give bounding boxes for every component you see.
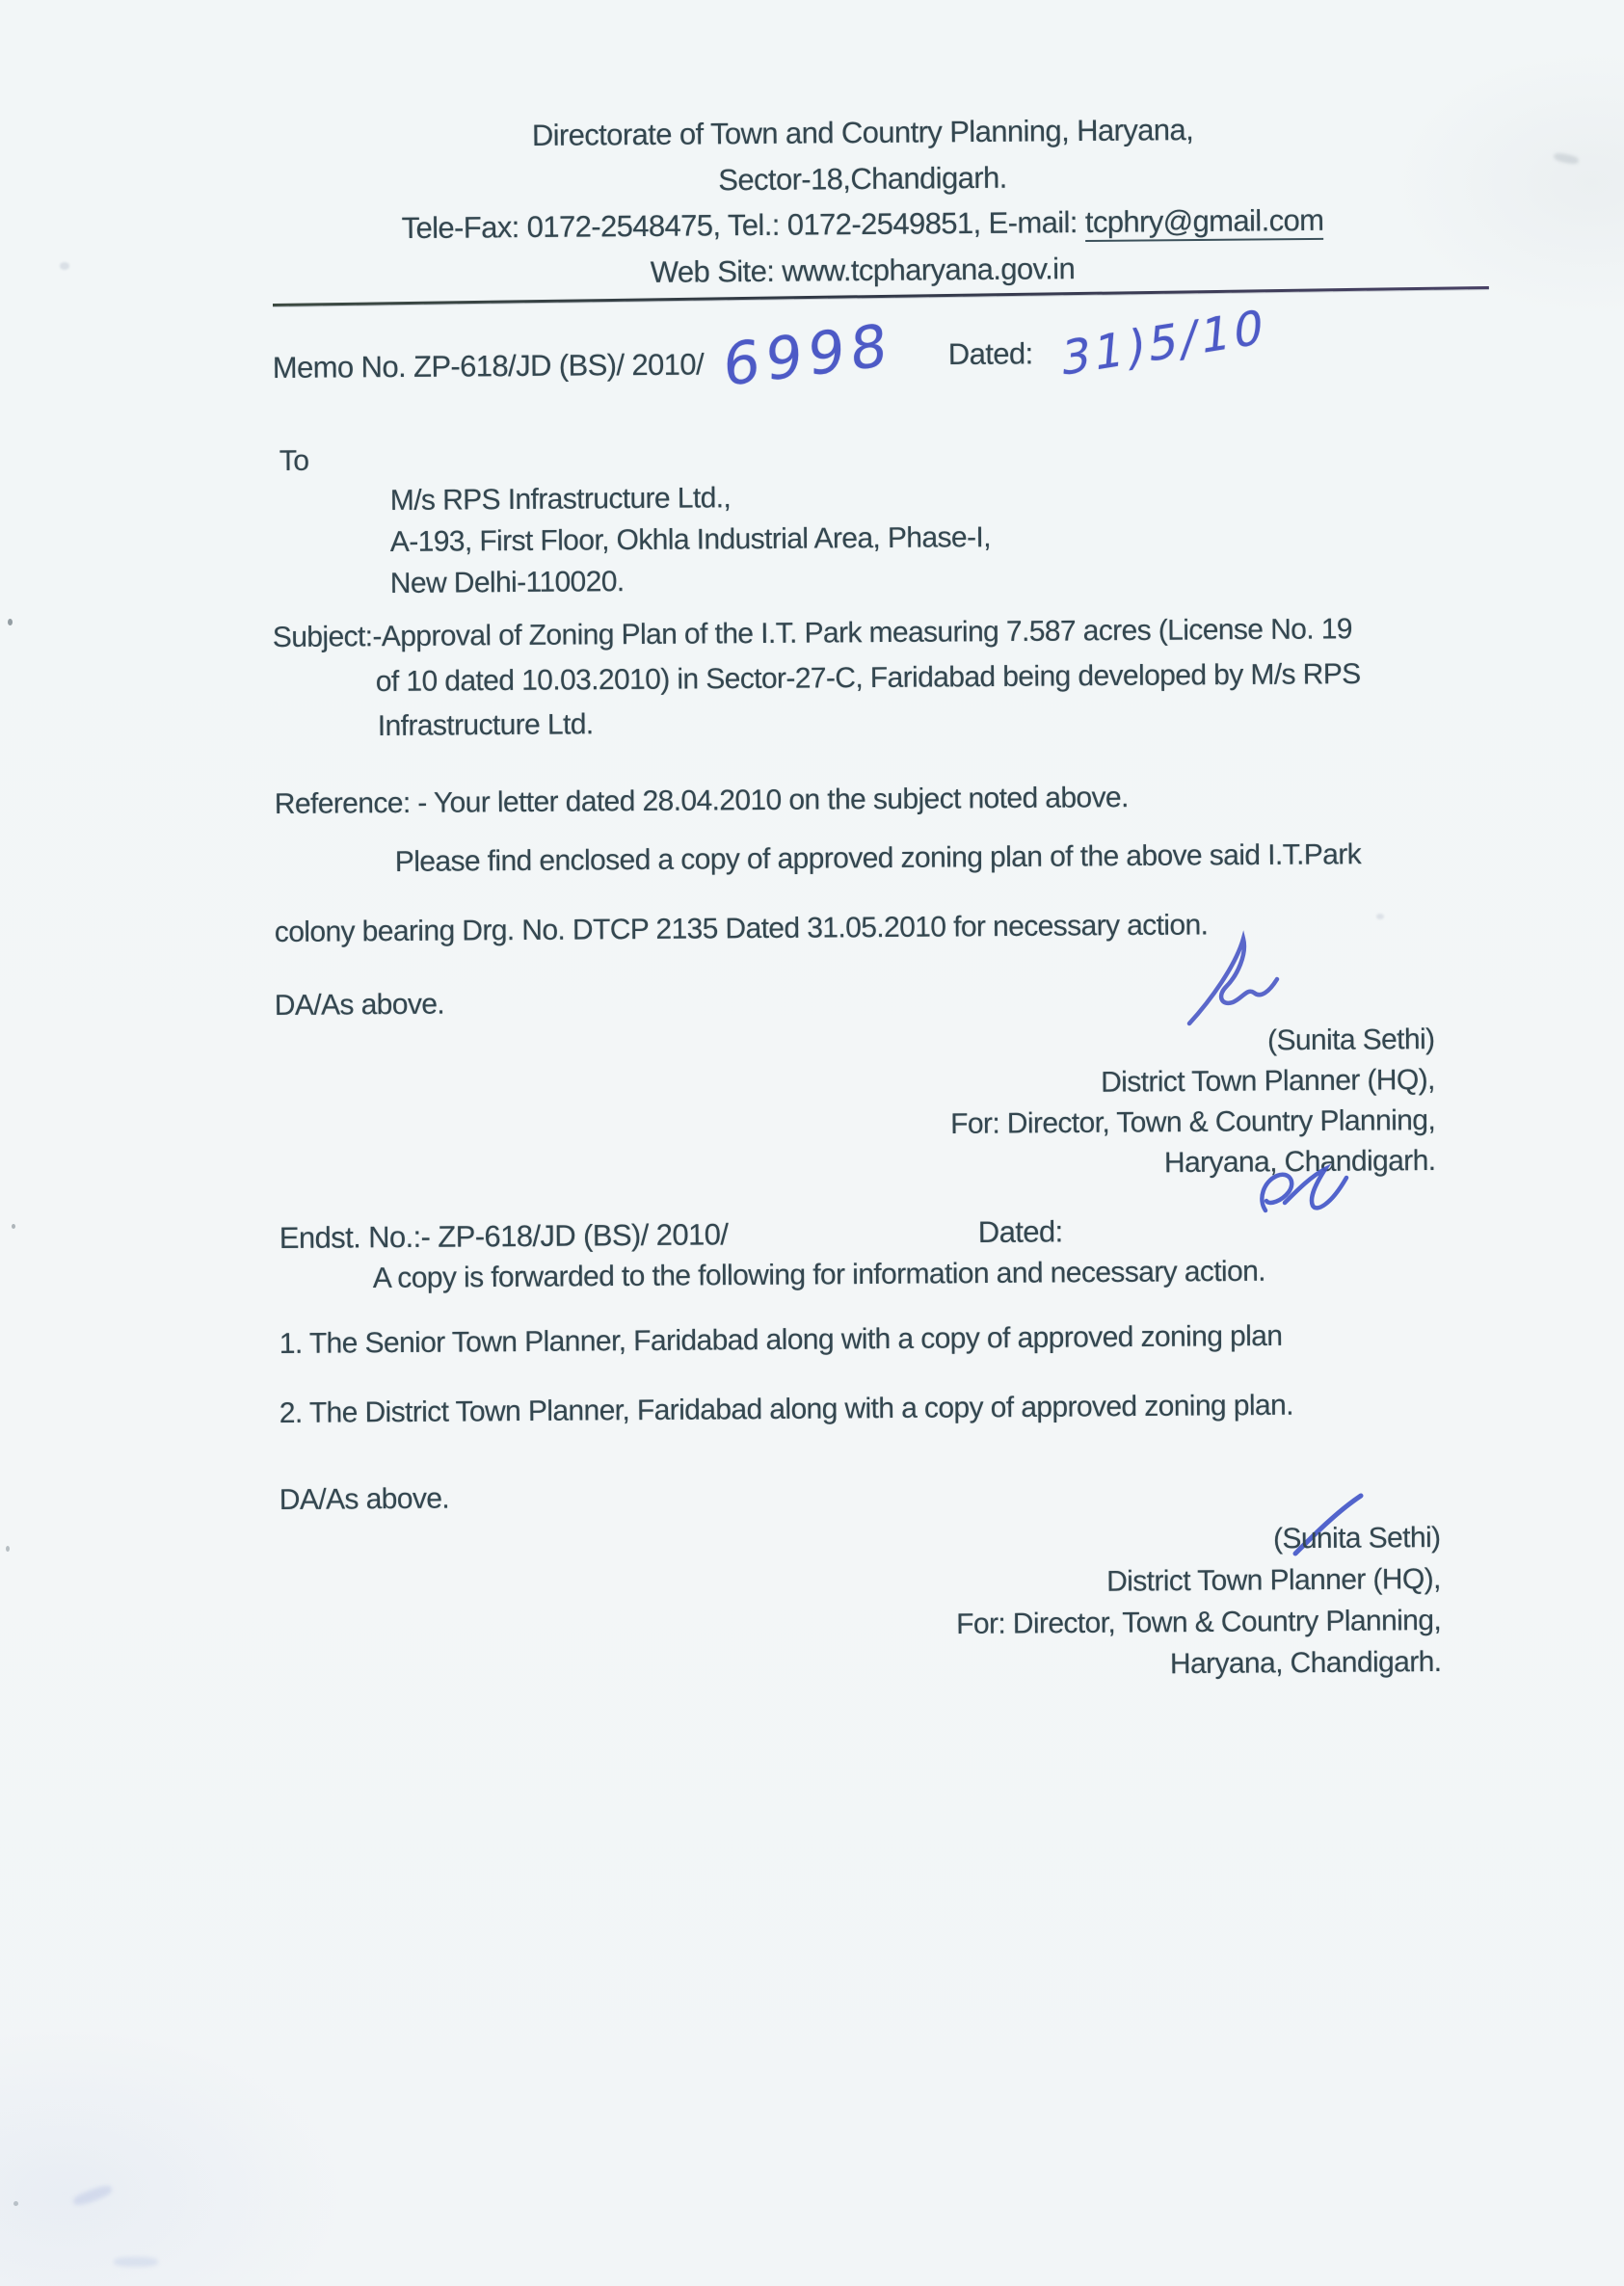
scan-speck [13, 2201, 18, 2206]
subject-line-1: Subject:-Approval of Zoning Plan of the I.T. Park measuring 7.587 acres (License No. 19 [272, 613, 1353, 654]
initials-scribble-icon [1256, 1160, 1352, 1224]
recipient-line-1: M/s RPS Infrastructure Ltd., [389, 482, 732, 518]
signatory-for-line: For: Director, Town & Country Planning, [956, 1604, 1442, 1640]
signature-block-2 [955, 1517, 1441, 1687]
distribution-item-2: 2. The District Town Planner, Faridabad along with a copy of approved zoning plan. [279, 1389, 1293, 1429]
scan-smudge [1553, 151, 1579, 165]
org-address-line: Sector-18,Chandigarh. [718, 160, 1007, 198]
subject-line-2: of 10 dated 10.03.2010) in Sector-27-C, Faridabad being developed by M/s RPS [375, 657, 1361, 699]
endorsement-number-label: Endst. No.:- ZP-618/JD (BS)/ 2010/ [279, 1217, 729, 1255]
contact-line [251, 201, 1475, 247]
contact-prefix: Tele-Fax: 0172-2548475, Tel.: 0172-2549851, E-mail: [401, 204, 1085, 246]
signature-scribble-icon [1178, 931, 1291, 1027]
scan-speck [1376, 914, 1384, 919]
signature-block-1 [949, 1020, 1435, 1185]
memo-number-label: Memo No. ZP-618/JD (BS)/ 2010/ [272, 347, 705, 385]
scan-speck [12, 1224, 15, 1229]
distribution-item-1: 1. The Senior Town Planner, Faridabad along with a copy of approved zoning plan [279, 1319, 1283, 1360]
signatory-for-line: For: Director, Town & Country Planning, [950, 1103, 1436, 1140]
scan-speck [6, 1546, 10, 1552]
recipient-line-3: New Delhi-110020. [389, 566, 625, 600]
email-text: tcphry@gmail.com [1085, 203, 1324, 242]
body-line-2: colony bearing Drg. No. DTCP 2135 Dated 31.05.2010 for necessary action. [274, 909, 1209, 949]
recipient-salutation: To [279, 444, 309, 478]
reference-line: Reference: - Your letter dated 28.04.2010 on the subject noted above. [274, 782, 1129, 821]
memo-number-handwritten: 6998 [723, 310, 893, 401]
scan-speck [8, 619, 13, 625]
subject-line-3: Infrastructure Ltd. [377, 708, 594, 743]
enclosure-note-1: DA/As above. [274, 988, 445, 1022]
signatory-title: District Town Planner (HQ), [1101, 1064, 1435, 1099]
signatory-place: Haryana, Chandigarh. [1169, 1645, 1442, 1681]
scan-smudge [71, 2183, 114, 2208]
signatory-name: (Sunita Sethi) [1267, 1023, 1435, 1057]
memo-date-handwritten: 31)5/10 [1058, 299, 1269, 387]
memo-dated-label: Dated: [947, 336, 1033, 372]
website-line: Web Site: www.tcpharyana.gov.in [650, 252, 1076, 289]
signatory-place: Haryana, Chandigarh. [1163, 1144, 1436, 1180]
recipient-line-2: A-193, First Floor, Okhla Industrial Area, Phase-I, [389, 521, 991, 559]
body-line-1: Please find enclosed a copy of approved zoning plan of the above said I.T.Park [394, 838, 1362, 879]
org-name-line: Directorate of Town and Country Planning, Haryana, [531, 113, 1194, 152]
signatory-name: (Sunita Sethi) [1273, 1522, 1441, 1555]
scan-smudge [114, 2257, 158, 2267]
scan-speck [60, 262, 69, 270]
signatory-title: District Town Planner (HQ), [1106, 1563, 1441, 1598]
copy-forward-line: A copy is forwarded to the following for information and necessary action. [372, 1255, 1266, 1294]
endorsement-dated-label: Dated: [977, 1214, 1063, 1249]
enclosure-note-2: DA/As above. [279, 1482, 450, 1516]
